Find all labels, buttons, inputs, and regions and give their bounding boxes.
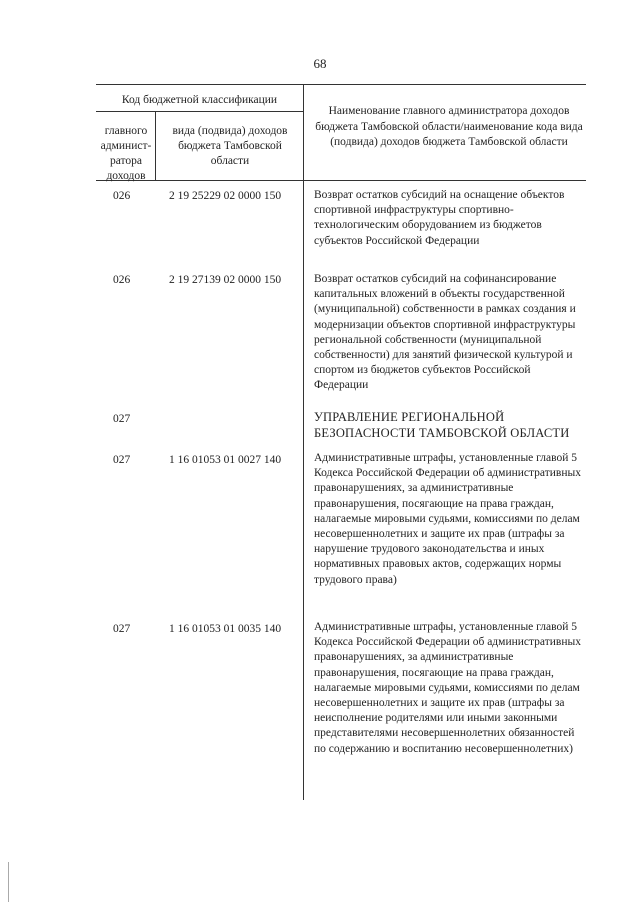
row-2-name: Возврат остатков субсидий на софинансирование капитальных вложений в объекты государственной (муниципальной) собственности в рамках создания и модернизации объектов спортивной инфраструктуры региональной собственности (муниципальной собственности) для занятий физической культурой и спортом из бюджетов субъектов Российской Федерации	[314, 273, 576, 392]
row-4-admin-code: 027	[113, 454, 131, 466]
row-1-kind-code: 2 19 25229 02 0000 150	[169, 190, 282, 202]
row-3-name-section-heading: УПРАВЛЕНИЕ РЕГИОНАЛЬНОЙ БЕЗОПАСНОСТИ ТАМБОВСКОЙ ОБЛАСТИ	[314, 410, 570, 440]
header-group-title: Код бюджетной классификации	[121, 94, 278, 106]
row-5-name: Административные штрафы, установленные главой 5 Кодекса Российской Федерации об административных правонарушениях, за административные правонарушения, посягающие на права граждан, налагаемые мировыми судьями, комиссиями по делам несовершеннолетних и защите их прав (штрафы за неисполнение родителями или иными законными представителями несовершеннолетних обязанностей по содержанию и воспитанию несовершеннолетних)	[314, 621, 581, 755]
row-1-name: Возврат остатков субсидий на оснащение объектов спортивной инфраструктуры спортивно-технологическим оборудованием из бюджетов субъектов Российской Федерации	[314, 189, 565, 247]
header-col-name: Наименование главного администратора доходов бюджета Тамбовской области/наименование кода вида (подвида) доходов бюджета Тамбовской области	[315, 105, 583, 148]
row-5-kind-code: 1 16 01053 01 0035 140	[169, 623, 282, 635]
row-3-admin-code: 027	[113, 413, 131, 425]
table-top-rule	[96, 84, 586, 85]
row-1-admin-code: 026	[113, 190, 131, 202]
column-divider-2	[303, 84, 304, 800]
row-2-kind-code: 2 19 27139 02 0000 150	[169, 274, 282, 286]
row-4-name: Административные штрафы, установленные главой 5 Кодекса Российской Федерации об административных правонарушениях, за административные правонарушения, посягающие на права граждан, налагаемые мировыми судьями, комиссиями по делам несовершеннолетних и защите их прав (штрафы за нарушение трудового законодательства и иных нормативных правовых актов, содержащих нормы трудового права)	[314, 452, 581, 586]
row-5-admin-code: 027	[113, 623, 131, 635]
header-bottom-rule	[96, 180, 586, 181]
header-col-kind: вида (подвида) доходов бюджета Тамбовской области	[172, 125, 288, 167]
column-divider-1	[155, 111, 156, 180]
row-4-kind-code: 1 16 01053 01 0027 140	[169, 454, 282, 466]
row-2-admin-code: 026	[113, 274, 131, 286]
header-group-rule	[96, 111, 303, 112]
header-col-admin: главного админист-ратора доходов	[100, 125, 152, 182]
scan-margin-mark	[8, 862, 9, 902]
page-number: 68	[313, 56, 327, 71]
